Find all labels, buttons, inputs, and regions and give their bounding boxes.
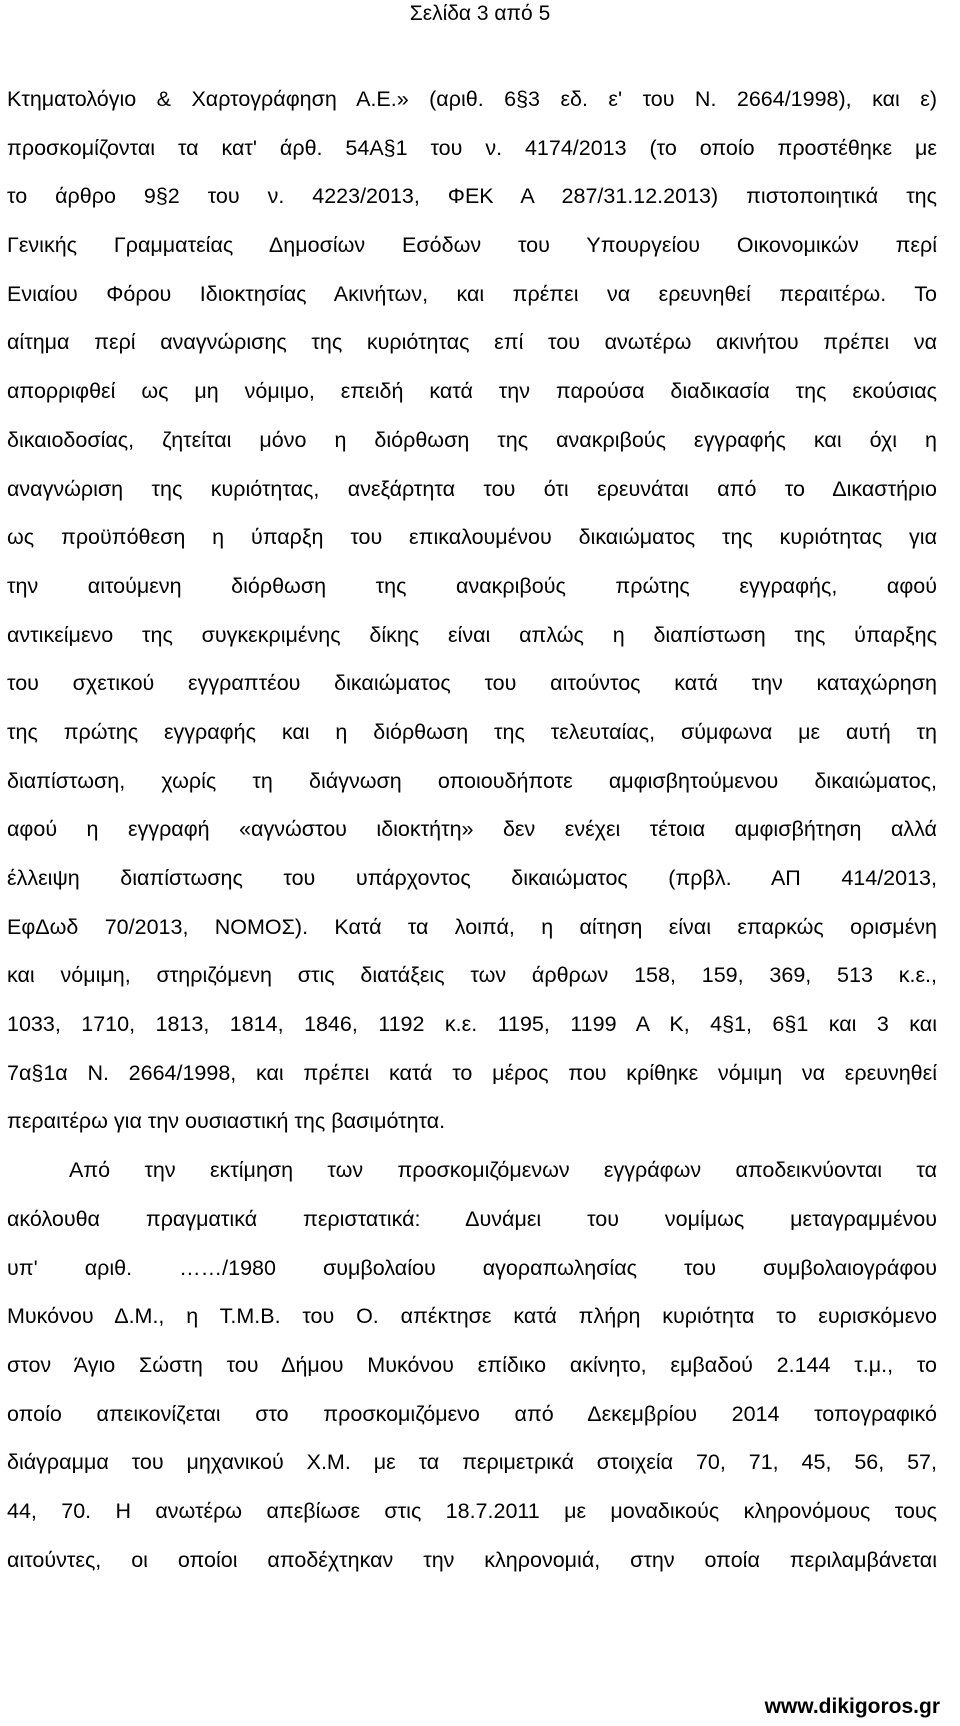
text-line: της πρώτης εγγραφής και η διόρθωση της τελευταίας, σύμφωνα με αυτή τη [7, 719, 937, 744]
text-line: περαιτέρω για την ουσιαστική της βασιμότητα. [7, 1109, 446, 1134]
text-line: 1033, 1710, 1813, 1814, 1846, 1192 κ.ε. 1195, 1199 Α Κ, 4§1, 6§1 και 3 και [7, 1012, 937, 1037]
text-line: 44, 70. Η ανωτέρω απεβίωσε στις 18.7.2011 με μοναδικούς κληρονόμους τους [7, 1498, 937, 1523]
text-line: 7α§1α Ν. 2664/1998, και πρέπει κατά το μέρος που κρίθηκε νόμιμη να ερευνηθεί [7, 1060, 937, 1085]
text-line: Ενιαίου Φόρου Ιδιοκτησίας Ακινήτων, και πρέπει να ερευνηθεί περαιτέρω. Το [7, 281, 937, 306]
text-line: ακόλουθα πραγματικά περιστατικά: Δυνάμει του νομίμως μεταγραμμένου [7, 1206, 937, 1231]
text-line: Κτηματολόγιο & Χαρτογράφηση Α.Ε.» (αριθ. 6§3 εδ. ε' του Ν. 2664/1998), και ε) [7, 87, 937, 111]
text-line: αιτούντες, οι οποίοι αποδέχτηκαν την κληρονομιά, στην οποία περιλαμβάνεται [7, 1547, 937, 1572]
text-line: έλλειψη διαπίστωσης του υπάρχοντος δικαιώματος (πρβλ. ΑΠ 414/2013, [7, 866, 937, 890]
document-body [7, 82, 937, 1591]
text-line: δικαιοδοσίας, ζητείται μόνο η διόρθωση της ανακριβούς εγγραφής και όχι η [7, 427, 937, 452]
text-line: ως προϋπόθεση η ύπαρξη του επικαλουμένου δικαιώματος της κυριότητας για [7, 525, 937, 550]
text-line: αναγνώριση της κυριότητας, ανεξάρτητα του ότι ερευνάται από το Δικαστήριο [7, 476, 937, 501]
text-line: διάγραμμα του μηχανικού Χ.Μ. με τα περιμετρικά στοιχεία 70, 71, 45, 56, 57, [7, 1450, 937, 1475]
text-line: το άρθρο 9§2 του ν. 4223/2013, ΦΕΚ Α 287/31.12.2013) πιστοποιητικά της [7, 184, 937, 209]
footer-site-url[interactable]: www.dikigoros.gr [764, 1695, 940, 1718]
text-line: ΕφΔωδ 70/2013, ΝΟΜΟΣ). Κατά τα λοιπά, η αίτηση είναι επαρκώς ορισμένη [7, 914, 937, 939]
page-number-header: Σελίδα 3 από 5 [409, 2, 551, 25]
text-line: οποίο απεικονίζεται στο προσκομιζόμενο από Δεκεμβρίου 2014 τοπογραφικό [7, 1401, 937, 1426]
text-line: απορριφθεί ως μη νόμιμο, επειδή κατά την παρούσα διαδικασία της εκούσιας [7, 379, 937, 404]
text-line: την αιτούμενη διόρθωση της ανακριβούς πρώτης εγγραφής, αφού [7, 573, 937, 598]
text-line: στον Άγιο Σώστη του Δήμου Μυκόνου επίδικο ακίνητο, εμβαδού 2.144 τ.μ., το [7, 1352, 937, 1377]
text-line: Μυκόνου Δ.Μ., η Τ.Μ.Β. του Ο. απέκτησε κατά πλήρη κυριότητα το ευρισκόμενο [7, 1304, 937, 1329]
text-line: και νόμιμη, στηριζόμενη στις διατάξεις των άρθρων 158, 159, 369, 513 κ.ε., [7, 963, 937, 988]
text-line: προσκομίζονται τα κατ' άρθ. 54Α§1 του ν. 4174/2013 (το οποίο προστέθηκε με [7, 135, 937, 160]
text-line: Γενικής Γραμματείας Δημοσίων Εσόδων του Υπουργείου Οικονομικών περί [7, 233, 937, 258]
text-line: αφού η εγγραφή «αγνώστου ιδιοκτήτη» δεν ενέχει τέτοια αμφισβήτηση αλλά [7, 817, 937, 842]
text-line: του σχετικού εγγραπτέου δικαιώματος του αιτούντος κατά την καταχώρηση [7, 671, 937, 696]
text-line: διαπίστωση, χωρίς τη διάγνωση οποιουδήποτε αμφισβητούμενου δικαιώματος, [7, 768, 937, 793]
text-line: αίτημα περί αναγνώρισης της κυριότητας επί του ανωτέρω ακινήτου πρέπει να [7, 330, 937, 355]
text-line: αντικείμενο της συγκεκριμένης δίκης είναι απλώς η διαπίστωση της ύπαρξης [7, 622, 937, 647]
paragraph-1 [7, 82, 937, 1153]
text-line: Από την εκτίμηση των προσκομιζόμενων εγγράφων αποδεικνύονται τα [69, 1158, 937, 1183]
text-line: υπ' αριθ. ……/1980 συμβολαίου αγοραπωλησίας του συμβολαιογράφου [7, 1255, 937, 1280]
paragraph-2 [7, 1153, 937, 1591]
